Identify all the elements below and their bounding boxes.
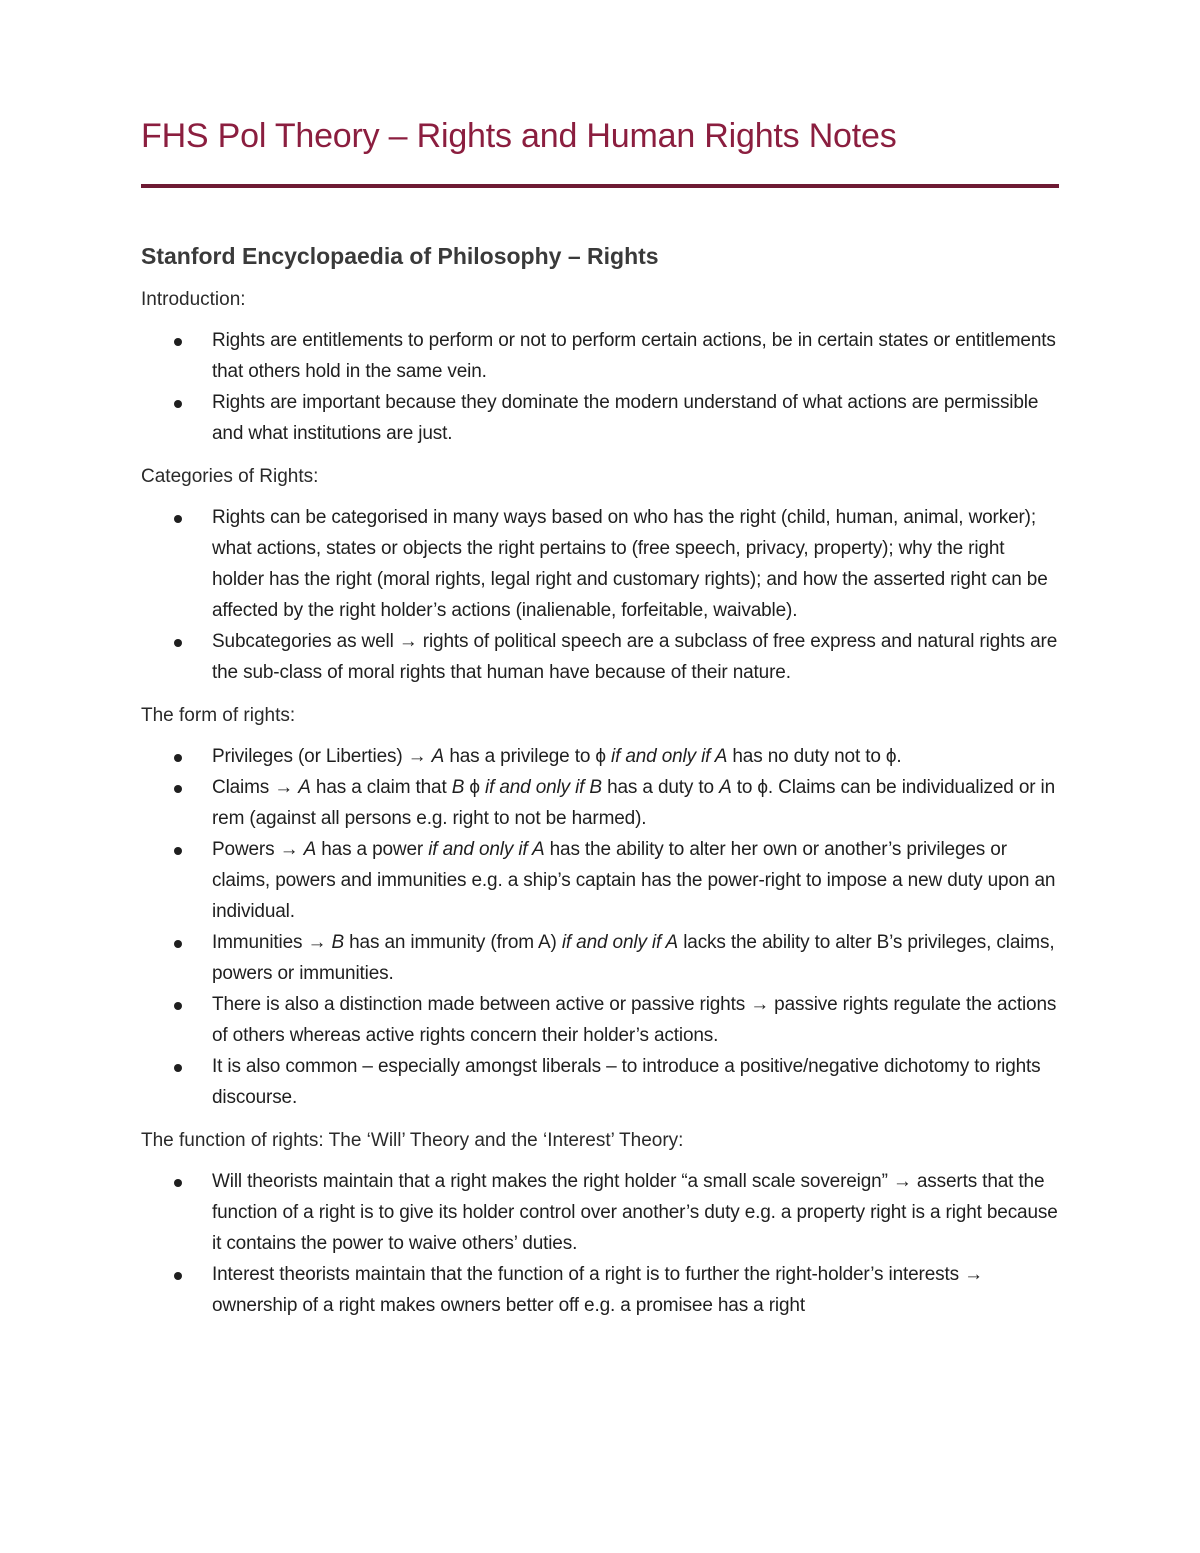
list-item-text: It is also common – especially amongst liberals – to introduce a positive/negative dichotomy to rights discourse. xyxy=(212,1055,1041,1108)
bullet-icon xyxy=(174,1064,182,1072)
bullet-icon xyxy=(174,847,182,855)
bullet-icon xyxy=(174,785,182,793)
list-item xyxy=(141,989,1059,1051)
list-item xyxy=(141,772,1059,834)
list-item-text: Rights are important because they dominate the modern understand of what actions are permissible and what institutions are just. xyxy=(212,391,1039,444)
list-item xyxy=(141,626,1059,688)
list-item-text: Powers → A has a power if and only if A has the ability to alter her own or another’s privileges or claims, powers and immunities e.g. a ship’s captain has the power-right to impose a new duty upon an individual. xyxy=(212,838,1056,922)
list-item xyxy=(141,1166,1059,1259)
list-item xyxy=(141,387,1059,449)
list-item-text: Privileges (or Liberties) → A has a privilege to ϕ if and only if A has no duty not to ϕ. xyxy=(212,745,902,767)
bullet-icon xyxy=(174,639,182,647)
form-bullet-list xyxy=(141,741,1059,1113)
list-item xyxy=(141,834,1059,927)
categories-label: Categories of Rights: xyxy=(141,465,319,487)
list-item-text: Immunities → B has an immunity (from A) if and only if A lacks the ability to alter B’s privileges, claims, powers or immunities. xyxy=(212,931,1055,984)
list-item xyxy=(141,325,1059,387)
list-item xyxy=(141,1259,1059,1321)
title-divider xyxy=(141,184,1059,188)
list-item-text: Subcategories as well → rights of political speech are a subclass of free express and natural rights are the sub-class of moral rights that human have because of their nature. xyxy=(212,630,1058,683)
list-item-text: Claims → A has a claim that B ϕ if and only if B has a duty to A to ϕ. Claims can be individualized or in rem (against all persons e.g. right to not be harmed). xyxy=(212,776,1056,829)
list-item-text: Rights are entitlements to perform or not to perform certain actions, be in certain states or entitlements that others hold in the same vein. xyxy=(212,329,1056,382)
bullet-icon xyxy=(174,940,182,948)
list-item-text: Rights can be categorised in many ways based on who has the right (child, human, animal, worker); what actions, states or objects the right pertains to (free speech, privacy, property); why the right holder has the right (moral rights, legal right and customary rights); and how the asserted right can be affected by the right holder’s actions (inalienable, forfeitable, waivable). xyxy=(212,506,1048,621)
bullet-icon xyxy=(174,338,182,346)
list-item-text: Will theorists maintain that a right makes the right holder “a small scale sovereign” → asserts that the function of a right is to give its holder control over another’s duty e.g. a property right is a right because it contains the power to waive others’ duties. xyxy=(212,1170,1058,1254)
bullet-icon xyxy=(174,754,182,762)
function-bullet-list xyxy=(141,1166,1059,1321)
function-label: The function of rights: The ‘Will’ Theory and the ‘Interest’ Theory: xyxy=(141,1129,684,1151)
list-item xyxy=(141,502,1059,626)
section-heading: Stanford Encyclopaedia of Philosophy – Rights xyxy=(141,243,659,269)
list-item xyxy=(141,927,1059,989)
bullet-icon xyxy=(174,515,182,523)
categories-bullet-list xyxy=(141,502,1059,688)
bullet-icon xyxy=(174,1179,182,1187)
document-title: FHS Pol Theory – Rights and Human Rights Notes xyxy=(141,117,897,155)
intro-label: Introduction: xyxy=(141,288,246,310)
form-label: The form of rights: xyxy=(141,704,296,726)
list-item xyxy=(141,741,1059,772)
bullet-icon xyxy=(174,400,182,408)
intro-bullet-list xyxy=(141,325,1059,449)
list-item xyxy=(141,1051,1059,1113)
list-item-text: There is also a distinction made between active or passive rights → passive rights regulate the actions of others whereas active rights concern their holder’s actions. xyxy=(212,993,1057,1046)
list-item-text: Interest theorists maintain that the function of a right is to further the right-holder’s interests → ownership of a right makes owners better off e.g. a promisee has a right xyxy=(212,1263,983,1316)
bullet-icon xyxy=(174,1002,182,1010)
bullet-icon xyxy=(174,1272,182,1280)
document-body xyxy=(141,242,1059,1333)
